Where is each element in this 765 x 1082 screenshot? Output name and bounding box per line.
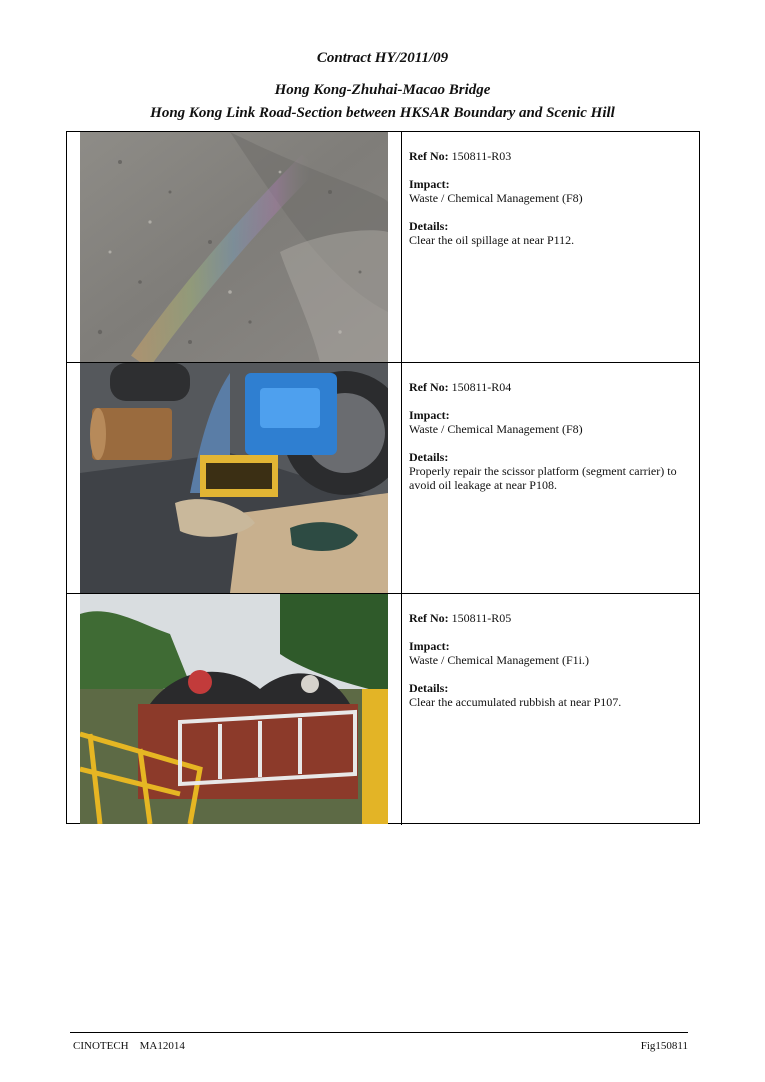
impact-label: Impact: (409, 177, 450, 191)
details-label: Details: (409, 450, 449, 464)
details-value: Properly repair the scissor platform (segment carrier) to avoid oil leakage at near P108. (409, 464, 677, 492)
observation-table (66, 131, 700, 824)
impact-value: Waste / Chemical Management (F1i.) (409, 653, 589, 667)
rubbish-photo (80, 594, 388, 824)
footer-company: CINOTECH MA12014 (73, 1040, 185, 1052)
section-title: Hong Kong Link Road-Section between HKSAR Boundary and Scenic Hill (150, 105, 615, 121)
ref-line (409, 149, 697, 163)
impact-value: Waste / Chemical Management (F8) (409, 191, 583, 205)
observation-row (67, 363, 699, 594)
details-value: Clear the oil spillage at near P112. (409, 233, 575, 247)
impact-label: Impact: (409, 408, 450, 422)
observation-row (67, 132, 699, 363)
observation-row (67, 594, 699, 825)
footer-rule (70, 1032, 688, 1033)
details-label: Details: (409, 219, 449, 233)
ref-label: Ref No: (409, 149, 449, 163)
record-info (409, 611, 697, 709)
contract-title: Contract HY/2011/09 (316, 50, 449, 66)
scissor-platform-photo (80, 363, 388, 593)
impact-value: Waste / Chemical Management (F8) (409, 422, 583, 436)
ref-label: Ref No: (409, 611, 449, 625)
ref-label: Ref No: (409, 380, 449, 394)
details-value: Clear the accumulated rubbish at near P107. (409, 695, 622, 709)
project-title: Hong Kong-Zhuhai-Macao Bridge (274, 82, 491, 98)
ref-line (409, 611, 697, 625)
ref-line (409, 380, 697, 394)
impact-label: Impact: (409, 639, 450, 653)
ref-value: 150811-R05 (451, 611, 512, 625)
details-label: Details: (409, 681, 449, 695)
record-info (409, 380, 697, 492)
record-info (409, 149, 697, 247)
ref-value: 150811-R04 (451, 380, 512, 394)
oil-spillage-photo (80, 132, 388, 362)
footer-figure-number: Fig150811 (640, 1040, 688, 1052)
ref-value: 150811-R03 (451, 149, 512, 163)
